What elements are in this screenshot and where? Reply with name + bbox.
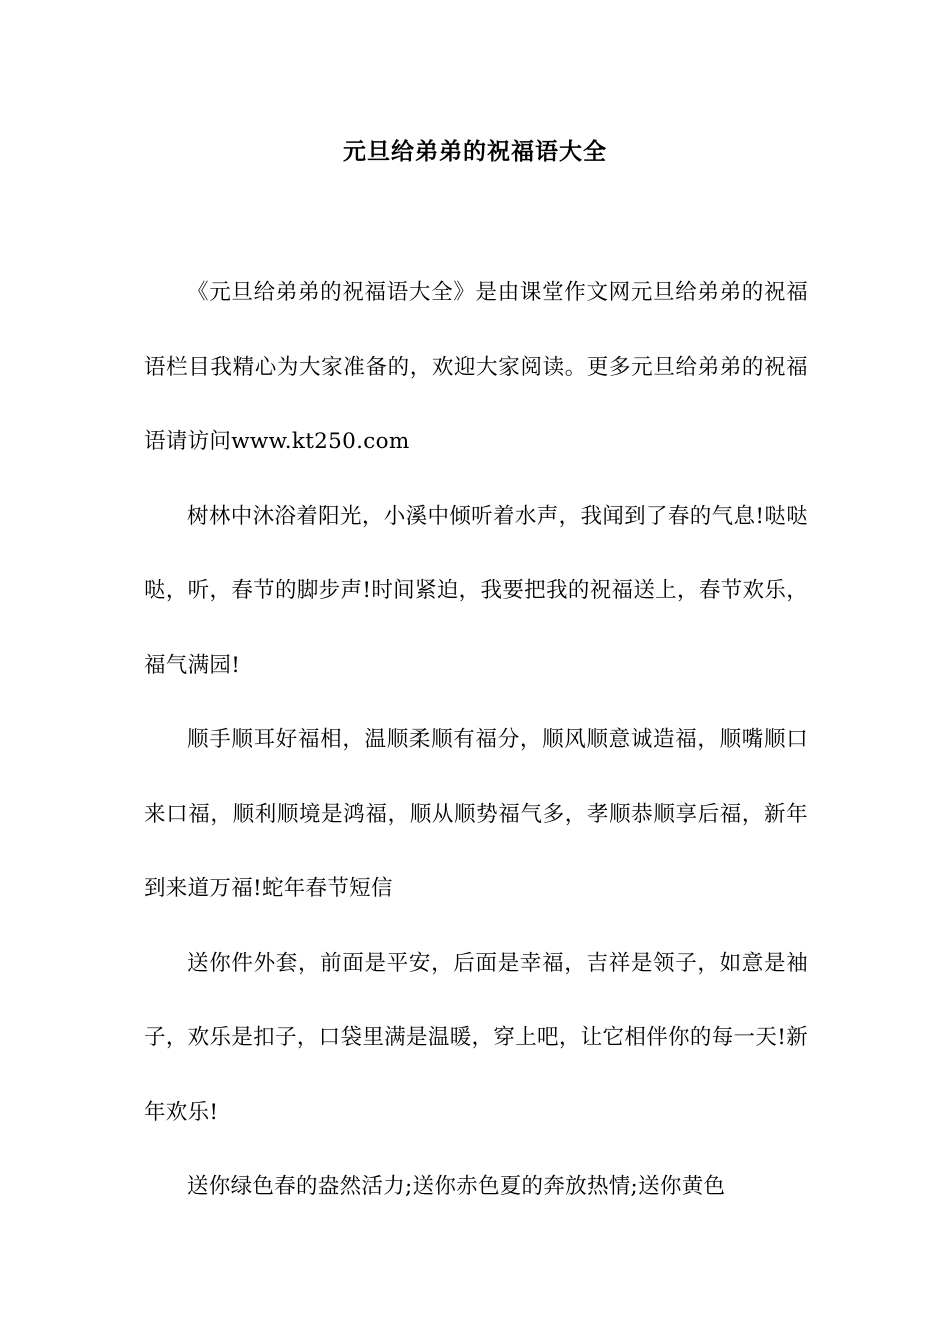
paragraph-greeting-4: 送你绿色春的盎然活力;送你赤色夏的奔放热情;送你黄色 xyxy=(187,1174,726,1199)
paragraph-greeting-3: 送你件外套，前面是平安，后面是幸福，吉祥是领子，如意是袖子，欢乐是扣子，口袋里满是温暖，穿上吧，让它相伴你的每一天!新年欢乐! xyxy=(144,950,808,1125)
paragraph-greeting-2: 顺手顺耳好福相，温顺柔顺有福分，顺风顺意诚造福，顺嘴顺口来口福，顺利顺境是鸿福，顺从顺势福气多，孝顺恭顺享后福，新年到来道万福!蛇年春节短信 xyxy=(144,727,808,901)
paragraph-intro: 《元旦给弟弟的祝福语大全》是由课堂作文网元旦给弟弟的祝福语栏目我精心为大家准备的，欢迎大家阅读。更多元旦给弟弟的祝福语请访问www.kt250.com xyxy=(144,280,808,454)
paragraph-greeting-1: 树林中沐浴着阳光，小溪中倾听着水声，我闻到了春的气息!哒哒哒，听，春节的脚步声!时间紧迫，我要把我的祝福送上，春节欢乐，福气满园! xyxy=(144,503,808,678)
document-body xyxy=(144,256,808,1225)
document-title: 元旦给弟弟的祝福语大全 xyxy=(343,138,607,165)
